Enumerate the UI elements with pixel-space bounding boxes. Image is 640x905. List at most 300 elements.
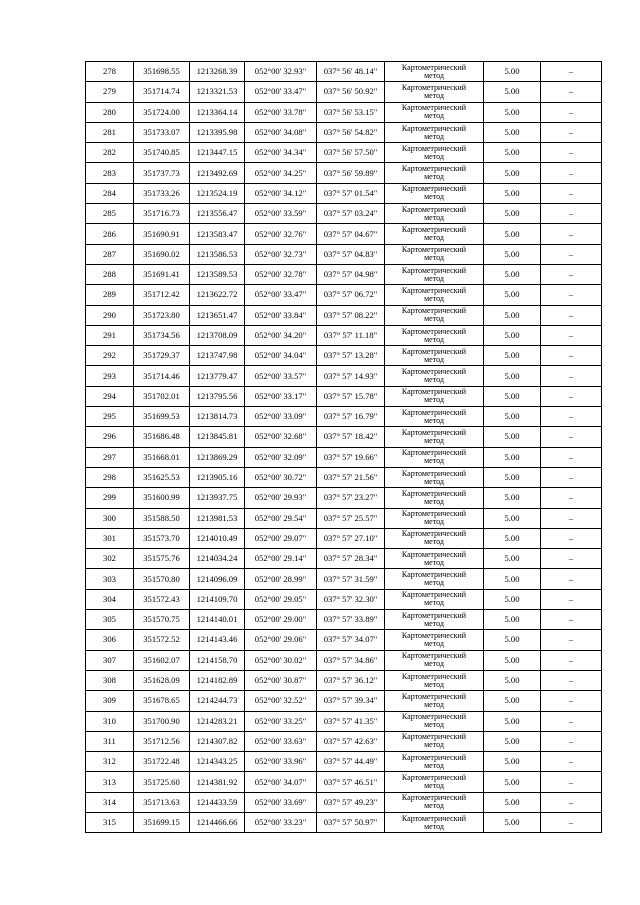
point-number-cell: 304 <box>86 589 134 609</box>
y-coordinate-cell: 1213845.81 <box>190 427 245 447</box>
method-line-2: метод <box>424 293 444 303</box>
note-cell: – <box>541 467 602 487</box>
table-row <box>86 285 602 305</box>
latitude-cell: 052°00' 32.68" <box>245 427 317 447</box>
method-line-2: метод <box>424 781 444 791</box>
table-row <box>86 407 602 427</box>
point-number-cell: 285 <box>86 204 134 224</box>
latitude-cell: 052°00' 33.63" <box>245 731 317 751</box>
latitude-cell: 052°00' 33.23" <box>245 812 317 832</box>
point-number-cell: 283 <box>86 163 134 183</box>
method-line-1: Картометрический <box>401 346 467 356</box>
y-coordinate-cell: 1213814.73 <box>190 407 245 427</box>
accuracy-cell: 5.00 <box>484 366 541 386</box>
note-cell: – <box>541 812 602 832</box>
note-cell: – <box>541 305 602 325</box>
method-line-1: Картометрический <box>401 610 467 620</box>
point-number-cell: 290 <box>86 305 134 325</box>
method-line-1: Картометрический <box>401 143 467 153</box>
latitude-cell: 052°00' 33.47" <box>245 285 317 305</box>
method-line-1: Картометрический <box>401 570 467 580</box>
method-line-2: метод <box>424 598 444 608</box>
accuracy-cell: 5.00 <box>484 467 541 487</box>
note-cell: – <box>541 549 602 569</box>
longitude-cell: 037° 57' 34.86" <box>317 650 385 670</box>
latitude-cell: 052°00' 33.96" <box>245 752 317 772</box>
table-row <box>86 549 602 569</box>
method-line-2: метод <box>424 172 444 182</box>
method-cell <box>385 569 484 589</box>
table-row <box>86 143 602 163</box>
table-row <box>86 82 602 102</box>
y-coordinate-cell: 1213905.16 <box>190 467 245 487</box>
y-coordinate-cell: 1214182.89 <box>190 670 245 690</box>
x-coordinate-cell: 351700.90 <box>134 711 190 731</box>
method-line-1: Картометрический <box>401 427 467 437</box>
x-coordinate-cell: 351602.07 <box>134 650 190 670</box>
method-line-1: Картометрический <box>401 204 467 214</box>
note-cell: – <box>541 163 602 183</box>
method-line-1: Картометрический <box>401 407 467 417</box>
table-row <box>86 204 602 224</box>
point-number-cell: 295 <box>86 407 134 427</box>
longitude-cell: 037° 57' 27.10" <box>317 528 385 548</box>
method-cell <box>385 122 484 142</box>
method-cell <box>385 549 484 569</box>
x-coordinate-cell: 351600.99 <box>134 488 190 508</box>
table-row <box>86 325 602 345</box>
longitude-cell: 037° 57' 32.30" <box>317 589 385 609</box>
accuracy-cell: 5.00 <box>484 143 541 163</box>
accuracy-cell: 5.00 <box>484 427 541 447</box>
longitude-cell: 037° 57' 15.78" <box>317 386 385 406</box>
method-line-1: Картометрический <box>401 184 467 194</box>
method-cell <box>385 264 484 284</box>
table-row <box>86 772 602 792</box>
note-cell: – <box>541 569 602 589</box>
longitude-cell: 037° 57' 34.07" <box>317 630 385 650</box>
y-coordinate-cell: 1213869.29 <box>190 447 245 467</box>
note-cell: – <box>541 670 602 690</box>
note-cell: – <box>541 143 602 163</box>
longitude-cell: 037° 57' 33.89" <box>317 610 385 630</box>
y-coordinate-cell: 1214034.24 <box>190 549 245 569</box>
point-number-cell: 293 <box>86 366 134 386</box>
latitude-cell: 052°00' 32.52" <box>245 691 317 711</box>
note-cell: – <box>541 508 602 528</box>
x-coordinate-cell: 351712.42 <box>134 285 190 305</box>
x-coordinate-cell: 351572.52 <box>134 630 190 650</box>
note-cell: – <box>541 102 602 122</box>
method-cell <box>385 711 484 731</box>
method-cell <box>385 691 484 711</box>
y-coordinate-cell: 1213395.98 <box>190 122 245 142</box>
method-line-1: Картометрический <box>401 225 467 235</box>
latitude-cell: 052°00' 29.05" <box>245 589 317 609</box>
latitude-cell: 052°00' 34.08" <box>245 122 317 142</box>
y-coordinate-cell: 1214343.25 <box>190 752 245 772</box>
latitude-cell: 052°00' 32.93" <box>245 62 317 82</box>
y-coordinate-cell: 1213268.39 <box>190 62 245 82</box>
latitude-cell: 052°00' 29.00" <box>245 610 317 630</box>
note-cell: – <box>541 427 602 447</box>
method-cell <box>385 630 484 650</box>
latitude-cell: 052°00' 33.25" <box>245 711 317 731</box>
method-line-2: метод <box>424 90 444 100</box>
table-row <box>86 102 602 122</box>
x-coordinate-cell: 351712.56 <box>134 731 190 751</box>
x-coordinate-cell: 351686.48 <box>134 427 190 447</box>
accuracy-cell: 5.00 <box>484 407 541 427</box>
note-cell: – <box>541 447 602 467</box>
method-cell <box>385 528 484 548</box>
accuracy-cell: 5.00 <box>484 163 541 183</box>
table-row <box>86 163 602 183</box>
x-coordinate-cell: 351572.43 <box>134 589 190 609</box>
note-cell: – <box>541 711 602 731</box>
method-cell <box>385 305 484 325</box>
x-coordinate-cell: 351698.55 <box>134 62 190 82</box>
x-coordinate-cell: 351691.41 <box>134 264 190 284</box>
table-row <box>86 711 602 731</box>
x-coordinate-cell: 351740.85 <box>134 143 190 163</box>
method-line-1: Картометрический <box>401 651 467 661</box>
longitude-cell: 037° 57' 42.63" <box>317 731 385 751</box>
method-line-2: метод <box>424 70 444 80</box>
x-coordinate-cell: 351699.15 <box>134 812 190 832</box>
y-coordinate-cell: 1214109.70 <box>190 589 245 609</box>
accuracy-cell: 5.00 <box>484 488 541 508</box>
point-number-cell: 312 <box>86 752 134 772</box>
x-coordinate-cell: 351733.07 <box>134 122 190 142</box>
y-coordinate-cell: 1214283.21 <box>190 711 245 731</box>
accuracy-cell: 5.00 <box>484 62 541 82</box>
point-number-cell: 288 <box>86 264 134 284</box>
table-row <box>86 183 602 203</box>
method-line-2: метод <box>424 720 444 730</box>
method-line-2: метод <box>424 151 444 161</box>
table-row <box>86 589 602 609</box>
accuracy-cell: 5.00 <box>484 325 541 345</box>
latitude-cell: 052°00' 32.78" <box>245 264 317 284</box>
method-cell <box>385 163 484 183</box>
note-cell: – <box>541 204 602 224</box>
accuracy-cell: 5.00 <box>484 82 541 102</box>
method-cell <box>385 204 484 224</box>
x-coordinate-cell: 351668.01 <box>134 447 190 467</box>
longitude-cell: 037° 57' 14.93" <box>317 366 385 386</box>
table-row <box>86 670 602 690</box>
method-cell <box>385 772 484 792</box>
latitude-cell: 052°00' 33.69" <box>245 792 317 812</box>
note-cell: – <box>541 772 602 792</box>
x-coordinate-cell: 351713.63 <box>134 792 190 812</box>
x-coordinate-cell: 351729.37 <box>134 346 190 366</box>
latitude-cell: 052°00' 32.09" <box>245 447 317 467</box>
method-line-2: метод <box>424 537 444 547</box>
point-number-cell: 294 <box>86 386 134 406</box>
point-number-cell: 309 <box>86 691 134 711</box>
latitude-cell: 052°00' 34.34" <box>245 143 317 163</box>
method-line-1: Картометрический <box>401 630 467 640</box>
note-cell: – <box>541 366 602 386</box>
x-coordinate-cell: 351570.80 <box>134 569 190 589</box>
point-number-cell: 311 <box>86 731 134 751</box>
method-line-2: метод <box>424 111 444 121</box>
note-cell: – <box>541 285 602 305</box>
point-number-cell: 287 <box>86 244 134 264</box>
method-line-1: Картометрический <box>401 245 467 255</box>
latitude-cell: 052°00' 29.06" <box>245 630 317 650</box>
method-cell <box>385 346 484 366</box>
accuracy-cell: 5.00 <box>484 305 541 325</box>
method-line-2: метод <box>424 375 444 385</box>
latitude-cell: 052°00' 33.78" <box>245 102 317 122</box>
x-coordinate-cell: 351723.80 <box>134 305 190 325</box>
table-row <box>86 569 602 589</box>
y-coordinate-cell: 1214433.59 <box>190 792 245 812</box>
accuracy-cell: 5.00 <box>484 224 541 244</box>
method-line-2: метод <box>424 740 444 750</box>
y-coordinate-cell: 1214381.92 <box>190 772 245 792</box>
longitude-cell: 037° 56' 54.82" <box>317 122 385 142</box>
x-coordinate-cell: 351716.73 <box>134 204 190 224</box>
table-row <box>86 812 602 832</box>
y-coordinate-cell: 1214140.01 <box>190 610 245 630</box>
x-coordinate-cell: 351733.26 <box>134 183 190 203</box>
latitude-cell: 052°00' 32.73" <box>245 244 317 264</box>
x-coordinate-cell: 351702.01 <box>134 386 190 406</box>
method-line-1: Картометрический <box>401 488 467 498</box>
method-line-2: метод <box>424 212 444 222</box>
point-number-cell: 310 <box>86 711 134 731</box>
method-cell <box>385 731 484 751</box>
longitude-cell: 037° 57' 16.79" <box>317 407 385 427</box>
longitude-cell: 037° 57' 41.35" <box>317 711 385 731</box>
note-cell: – <box>541 407 602 427</box>
accuracy-cell: 5.00 <box>484 610 541 630</box>
method-line-1: Картометрический <box>401 62 467 72</box>
x-coordinate-cell: 351588.50 <box>134 508 190 528</box>
point-number-cell: 280 <box>86 102 134 122</box>
accuracy-cell: 5.00 <box>484 102 541 122</box>
longitude-cell: 037° 57' 23.27" <box>317 488 385 508</box>
longitude-cell: 037° 57' 21.56" <box>317 467 385 487</box>
point-number-cell: 303 <box>86 569 134 589</box>
x-coordinate-cell: 351737.73 <box>134 163 190 183</box>
method-line-2: метод <box>424 131 444 141</box>
point-number-cell: 292 <box>86 346 134 366</box>
note-cell: – <box>541 82 602 102</box>
method-cell <box>385 82 484 102</box>
latitude-cell: 052°00' 30.02" <box>245 650 317 670</box>
longitude-cell: 037° 57' 08.22" <box>317 305 385 325</box>
note-cell: – <box>541 244 602 264</box>
point-number-cell: 281 <box>86 122 134 142</box>
latitude-cell: 052°00' 29.07" <box>245 528 317 548</box>
method-cell <box>385 285 484 305</box>
latitude-cell: 052°00' 33.47" <box>245 82 317 102</box>
longitude-cell: 037° 57' 19.66" <box>317 447 385 467</box>
method-cell <box>385 143 484 163</box>
x-coordinate-cell: 351678.65 <box>134 691 190 711</box>
longitude-cell: 037° 57' 04.98" <box>317 264 385 284</box>
method-line-1: Картометрический <box>401 590 467 600</box>
table-row <box>86 305 602 325</box>
latitude-cell: 052°00' 34.12" <box>245 183 317 203</box>
method-cell <box>385 792 484 812</box>
longitude-cell: 037° 57' 04.83" <box>317 244 385 264</box>
point-number-cell: 300 <box>86 508 134 528</box>
method-line-1: Картометрический <box>401 671 467 681</box>
point-number-cell: 296 <box>86 427 134 447</box>
x-coordinate-cell: 351575.76 <box>134 549 190 569</box>
method-line-2: метод <box>424 638 444 648</box>
method-line-2: метод <box>424 354 444 364</box>
x-coordinate-cell: 351714.46 <box>134 366 190 386</box>
table-row <box>86 488 602 508</box>
method-cell <box>385 366 484 386</box>
method-line-1: Картометрический <box>401 326 467 336</box>
note-cell: – <box>541 488 602 508</box>
y-coordinate-cell: 1213779.47 <box>190 366 245 386</box>
latitude-cell: 052°00' 34.20" <box>245 325 317 345</box>
accuracy-cell: 5.00 <box>484 650 541 670</box>
accuracy-cell: 5.00 <box>484 549 541 569</box>
method-line-1: Картометрический <box>401 549 467 559</box>
y-coordinate-cell: 1214096.09 <box>190 569 245 589</box>
y-coordinate-cell: 1213586.53 <box>190 244 245 264</box>
point-number-cell: 282 <box>86 143 134 163</box>
note-cell: – <box>541 650 602 670</box>
accuracy-cell: 5.00 <box>484 508 541 528</box>
coordinates-table <box>85 61 602 833</box>
note-cell: – <box>541 122 602 142</box>
point-number-cell: 307 <box>86 650 134 670</box>
table-body <box>86 62 602 833</box>
accuracy-cell: 5.00 <box>484 204 541 224</box>
latitude-cell: 052°00' 30.87" <box>245 670 317 690</box>
note-cell: – <box>541 264 602 284</box>
accuracy-cell: 5.00 <box>484 711 541 731</box>
method-line-2: метод <box>424 415 444 425</box>
method-line-2: метод <box>424 476 444 486</box>
note-cell: – <box>541 528 602 548</box>
method-line-1: Картометрический <box>401 712 467 722</box>
table-row <box>86 346 602 366</box>
point-number-cell: 284 <box>86 183 134 203</box>
accuracy-cell: 5.00 <box>484 285 541 305</box>
table-row <box>86 224 602 244</box>
method-line-2: метод <box>424 395 444 405</box>
x-coordinate-cell: 351734.56 <box>134 325 190 345</box>
longitude-cell: 037° 57' 03.24" <box>317 204 385 224</box>
method-line-1: Картометрический <box>401 773 467 783</box>
method-line-1: Картометрический <box>401 103 467 113</box>
y-coordinate-cell: 1214244.73 <box>190 691 245 711</box>
x-coordinate-cell: 351628.09 <box>134 670 190 690</box>
longitude-cell: 037° 57' 49.23" <box>317 792 385 812</box>
method-line-2: метод <box>424 699 444 709</box>
y-coordinate-cell: 1213747.98 <box>190 346 245 366</box>
table-row <box>86 630 602 650</box>
note-cell: – <box>541 630 602 650</box>
y-coordinate-cell: 1213651.47 <box>190 305 245 325</box>
note-cell: – <box>541 610 602 630</box>
latitude-cell: 052°00' 34.04" <box>245 346 317 366</box>
method-cell <box>385 183 484 203</box>
y-coordinate-cell: 1213795.56 <box>190 386 245 406</box>
point-number-cell: 279 <box>86 82 134 102</box>
y-coordinate-cell: 1213492.69 <box>190 163 245 183</box>
x-coordinate-cell: 351690.02 <box>134 244 190 264</box>
y-coordinate-cell: 1214158.70 <box>190 650 245 670</box>
method-line-2: метод <box>424 456 444 466</box>
longitude-cell: 037° 57' 36.12" <box>317 670 385 690</box>
method-line-2: метод <box>424 679 444 689</box>
accuracy-cell: 5.00 <box>484 264 541 284</box>
longitude-cell: 037° 57' 28.34" <box>317 549 385 569</box>
latitude-cell: 052°00' 34.07" <box>245 772 317 792</box>
note-cell: – <box>541 386 602 406</box>
table-row <box>86 264 602 284</box>
method-cell <box>385 427 484 447</box>
method-line-2: метод <box>424 821 444 831</box>
method-line-1: Картометрический <box>401 793 467 803</box>
table-row <box>86 752 602 772</box>
x-coordinate-cell: 351722.48 <box>134 752 190 772</box>
y-coordinate-cell: 1213583.47 <box>190 224 245 244</box>
point-number-cell: 297 <box>86 447 134 467</box>
y-coordinate-cell: 1213447.15 <box>190 143 245 163</box>
longitude-cell: 037° 57' 11.18" <box>317 325 385 345</box>
method-line-2: метод <box>424 557 444 567</box>
point-number-cell: 308 <box>86 670 134 690</box>
latitude-cell: 052°00' 28.99" <box>245 569 317 589</box>
y-coordinate-cell: 1213524.19 <box>190 183 245 203</box>
y-coordinate-cell: 1213556.47 <box>190 204 245 224</box>
method-line-1: Картометрический <box>401 509 467 519</box>
accuracy-cell: 5.00 <box>484 792 541 812</box>
point-number-cell: 289 <box>86 285 134 305</box>
method-cell <box>385 610 484 630</box>
method-line-2: метод <box>424 618 444 628</box>
latitude-cell: 052°00' 33.09" <box>245 407 317 427</box>
longitude-cell: 037° 57' 46.51" <box>317 772 385 792</box>
latitude-cell: 052°00' 33.84" <box>245 305 317 325</box>
method-line-1: Картометрический <box>401 529 467 539</box>
point-number-cell: 291 <box>86 325 134 345</box>
method-line-1: Картометрический <box>401 468 467 478</box>
longitude-cell: 037° 57' 18.42" <box>317 427 385 447</box>
note-cell: – <box>541 346 602 366</box>
method-line-2: метод <box>424 435 444 445</box>
accuracy-cell: 5.00 <box>484 122 541 142</box>
point-number-cell: 314 <box>86 792 134 812</box>
accuracy-cell: 5.00 <box>484 569 541 589</box>
point-number-cell: 315 <box>86 812 134 832</box>
note-cell: – <box>541 224 602 244</box>
y-coordinate-cell: 1213937.75 <box>190 488 245 508</box>
point-number-cell: 306 <box>86 630 134 650</box>
table-row <box>86 508 602 528</box>
method-line-1: Картометрический <box>401 752 467 762</box>
method-cell <box>385 589 484 609</box>
y-coordinate-cell: 1214466.66 <box>190 812 245 832</box>
y-coordinate-cell: 1213589.53 <box>190 264 245 284</box>
method-line-1: Картометрический <box>401 367 467 377</box>
latitude-cell: 052°00' 33.59" <box>245 204 317 224</box>
